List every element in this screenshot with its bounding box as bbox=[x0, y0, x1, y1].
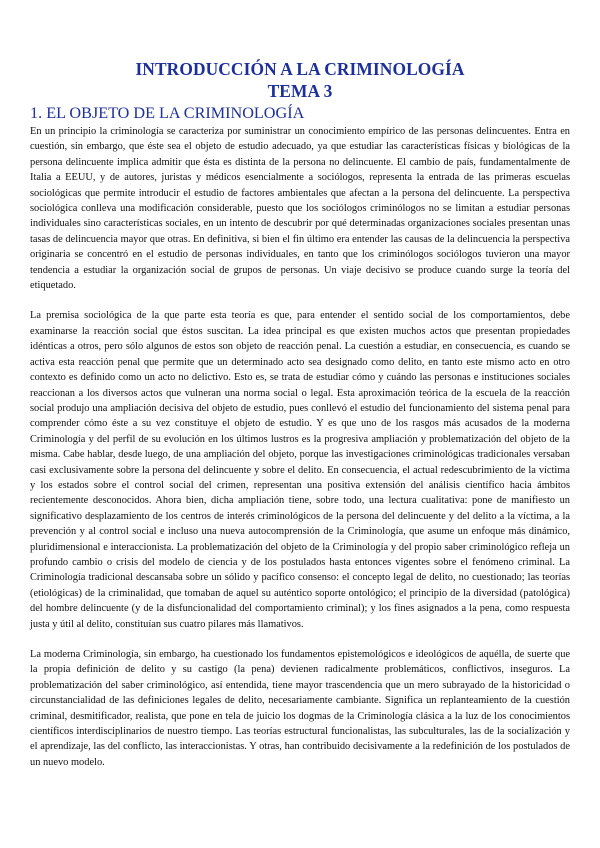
section-heading: 1. EL OBJETO DE LA CRIMINOLOGÍA bbox=[30, 104, 305, 122]
document-title: INTRODUCCIÓN A LA CRIMINOLOGÍA bbox=[135, 59, 465, 79]
paragraph-2: La premisa sociológica de la que parte esta teoría es que, para entender el sentido social de los comportamientos, debe examinarse la reacción social que éstos suscitan. La idea principal es que existen muchos actos que presentan propiedades idénticas a otros, pero sólo algunos de estos son objeto de reacción penal. La cuestión a estudiar, en consecuencia, es cuando se activa esta reacción penal que permite que un determinado acto sea designado como delito, en tanto este mismo acto en otro contexto es definido como un acto no delictivo. Esto es, se trata de estudiar cómo y cuándo las personas e instituciones sociales reaccionan a los diversos actos que vulneran una norma social o legal. Esta aproximación teórica de la escuela de la reacción social produjo una ampliación decisiva del objeto de estudio, pues conllevó el estudio del funcionamiento del sistema penal para comprender cómo éste a su vez constituye el objeto de estudio. Y es que uno de los rasgos más acusados de la moderna Criminología y del perfil de su evolución en los últimos lustros es la progresiva ampliación y problematización del objeto de la misma. Cabe hablar, desde luego, de una ampliación del objeto, porque las investigaciones criminológicas tradicionales versaban casi exclusivamente sobre la persona del delincuente y sobre el delito. En consecuencia, el actual redescubrimiento de la víctima y los estados sobre el control social del crimen, representan una positiva extensión del análisis científico hacia ámbitos recientemente desconocidos. Ahora bien, dicha ampliación tiene, sobre todo, una lectura cualitativa: pone de manifiesto un significativo desplazamiento de los centros de interés criminológicos de la persona del delincuente y del delito a la víctima, a la prevención y al control social e incluso una nueva autocomprensión de la Criminología, que asume un enfoque más dinámico, pluridimensional e interaccionista. La problematización del objeto de la Criminología y del propio saber criminológico refleja un profundo cambio o crisis del modelo de ciencia y de los postulados hasta entonces vigentes sobre el fenómeno criminal. La Criminología tradicional descansaba sobre un sólido y pacífico consenso: el concepto legal de delito, no cuestionado; las teorías (etiológicas) de la criminalidad, que tomaban de aquel su auténtico soporte ontológico; el principio de la diversidad (patológica) del hombre delincuente (y de la disfuncionalidad del comportamiento criminal); y los fines asignados a la pena, como respuesta justa y útil al delito, constituían sus cuatro pilares más llamativos. bbox=[30, 310, 570, 630]
paragraph-3: La moderna Criminología, sin embargo, ha cuestionado los fundamentos epistemológicos e ideológicos de aquélla, de suerte que la propia definición de delito y su castigo (la pena) devienen radicalmente problemáticos, conflictivos, inseguros. La problematización del saber criminológico, así entendida, tiene mayor trascendencia que un mero subrayado de la historicidad o circunstancialidad de las definiciones legales de delito, necesariamente cambiante. Significa un replanteamiento de la cuestión criminal, desmitificador, realista, que pone en tela de juicio los dogmas de la Criminología clásica a la luz de los conocimientos científicos interdisciplinarios de nuestro tiempo. Las teorías estructural funcionalistas, las subculturales, las de la socialización y el aprendizaje, las del conflicto, las interaccionistas. Y otras, han contribuido decisivamente a la redefinición de los postulados de un nuevo modelo. bbox=[30, 649, 570, 768]
document-subtitle: TEMA 3 bbox=[267, 81, 333, 101]
paragraph-spacer bbox=[30, 293, 570, 308]
paragraph-1: En un principio la criminología se caracteriza por suministrar un conocimiento empírico de las personas delincuentes. Entra en cuestión, sin embargo, que éste sea el objeto de estudio adecuado, ya que estudiar las características físicas y biológicas de la persona delincuente implica admitir que ésta es distinta de la persona no delincuente. El cambio de país, fundamentalmente de Italia a EEUU, y de autores, juristas y médicos esencialmente a sociólogos, representa la entrada de las primeras escuelas sociológicas que permite introducir el estudio de factores ambientales que afectan a la persona del delincuente. La perspectiva sociológica conlleva una modificación considerable, puesto que los sociólogos criminólogos no se limitan a estudiar personas individuales sino características sociales, en un intento de descubrir por qué determinadas organizaciones sociales presentan unas tasas de delincuencia mayor que otras. En definitiva, si bien el fin último era entender las causas de la delincuencia la perspectiva originaria se concentró en el estudio de personas individuales, en tanto que los criminólogos sociólogos tuvieron una mayor tendencia a estudiar la organización social de grupos de personas. Un viaje decisivo se produce cuando surge la teoría del etiquetado. bbox=[30, 126, 570, 292]
paragraph-spacer bbox=[30, 632, 570, 647]
